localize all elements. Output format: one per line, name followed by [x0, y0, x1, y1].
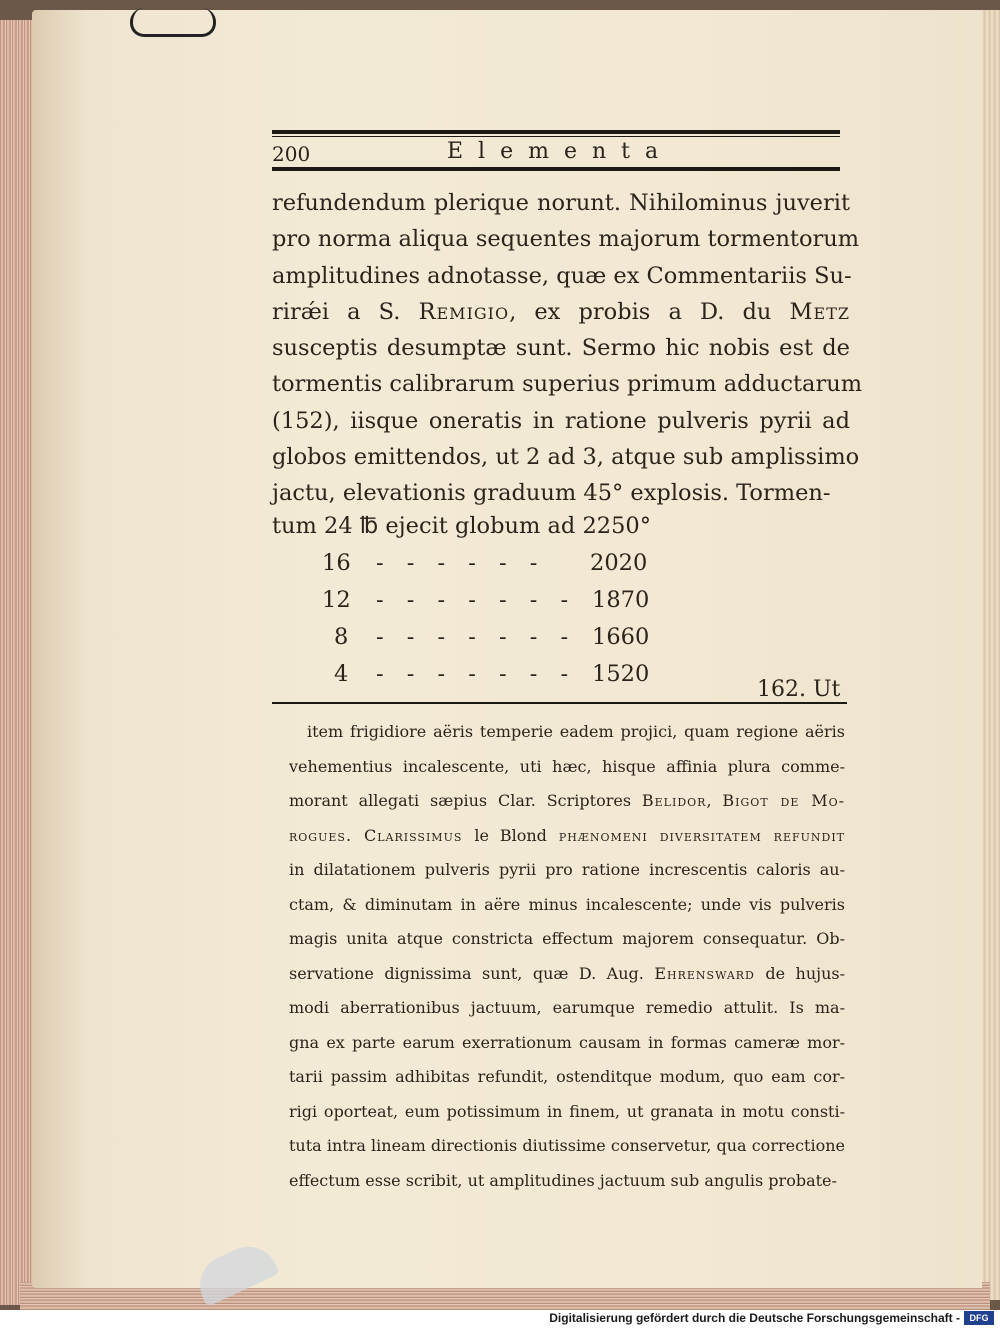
text-segment: le Blond: [474, 825, 547, 845]
footnote-line: [289, 957, 845, 992]
small-caps-name: Belidor: [641, 791, 707, 810]
text-segment: rirǽi a S.: [272, 298, 419, 325]
running-title: Elementa: [447, 139, 674, 164]
header-rule-top: [272, 130, 840, 134]
text-line: susceptis desumptæ sunt. Sermo hic nobis est de: [272, 335, 850, 362]
small-caps-name: Remigio: [418, 298, 510, 325]
text-line: amplitudines adnotasse, quæ ex Commentariis Su-: [272, 262, 852, 289]
table-pounds: 16: [322, 550, 351, 576]
table-leader-dashes: - - - - - - -: [376, 624, 577, 650]
footnote-line: [289, 819, 845, 854]
footnote-line: in dilatationem pulveris pyrii pro ratione increscentis caloris au-: [289, 860, 845, 879]
catchword: 162. Ut: [757, 677, 841, 702]
text-line: globos emittendos, ut 2 ad 3, atque sub amplissimo: [272, 444, 860, 471]
table-distance: 1520: [592, 661, 650, 687]
text-line: jactu, elevationis graduum 45° explosis. Tormen-: [272, 480, 831, 507]
table-pounds: 8: [334, 624, 349, 650]
footnote-line: vehementius incalescente, uti hæc, hisque affinia plura comme-: [289, 756, 845, 776]
footnote-line: [289, 784, 845, 819]
footnote-line: rigi oporteat, eum potissimum in finem, ut granata in motu consti-: [289, 1101, 845, 1121]
table-intro: tum 24 ℔ ejecit globum ad 2250°: [272, 513, 651, 539]
credit-text: Digitalisierung gefördert durch die Deutsche Forschungsgemeinschaft -: [549, 1311, 960, 1325]
footnote: [289, 715, 845, 1198]
footnote-line: tarii passim adhibitas refundit, ostenditque modum, quo eam cor-: [289, 1067, 845, 1086]
table-pounds: 12: [322, 587, 351, 613]
table-distance: 1870: [592, 587, 650, 613]
small-caps-name: Ehrensward: [654, 963, 755, 983]
header-rule-top-thin: [272, 136, 840, 137]
table-row: [272, 582, 672, 619]
text-segment: , ex probis a D. du: [509, 298, 790, 325]
table-row: [272, 656, 672, 693]
page-number: 200: [272, 142, 311, 166]
small-caps-name: Metz: [789, 298, 850, 325]
small-caps-name: phænomeni diversitatem refundit: [546, 825, 846, 845]
text-segment: de hujus-: [754, 963, 846, 983]
small-caps-name: . Clarissimus: [345, 825, 475, 845]
text-segment: servatione dignissima sunt, quæ D. Aug.: [289, 963, 655, 983]
footnote-line: magis unita atque constricta effectum majorem consequatur. Ob-: [289, 929, 845, 948]
table-pounds: 4: [334, 661, 349, 687]
footnote-line: tuta intra lineam directionis diutissime conservetur, qua correctione: [289, 1136, 845, 1155]
footnote-line: ctam, & diminutam in aëre minus incalescente; unde vis pulveris: [289, 894, 845, 914]
table-leader-dashes: - - - - - -: [376, 550, 546, 576]
table-leader-dashes: - - - - - - -: [376, 661, 577, 687]
page-clip: [130, 8, 216, 37]
table-leader-dashes: - - - - - - -: [376, 587, 577, 613]
table-distance: 1660: [592, 624, 650, 650]
table-distance: 2020: [590, 550, 648, 576]
table-row: [272, 619, 672, 656]
text-segment: rogues: [289, 825, 346, 845]
text-line: refundendum plerique norunt. Nihilominus juverit: [272, 190, 850, 216]
footnote-line: effectum esse scribit, ut amplitudines jactuum sub angulis probate-: [289, 1170, 837, 1190]
text-segment: ,: [706, 791, 723, 810]
text-line: (152), iisque oneratis in ratione pulveris pyrii ad: [272, 407, 850, 434]
text-line: [272, 294, 850, 330]
table-row: [272, 545, 672, 582]
dfg-logo: DFG: [964, 1311, 994, 1325]
text-line: tormentis calibrarum superius primum adductarum: [272, 371, 863, 398]
footnote-line: gna ex parte earum exerrationum causam in formas cameræ mor-: [289, 1032, 845, 1052]
footnote-line: modi aberrationibus jactuum, earumque remedio attulit. Is ma-: [289, 998, 845, 1017]
header-rule-bottom: [272, 167, 840, 171]
small-caps-name: Bigot de Mo-: [722, 791, 846, 810]
main-text: [272, 185, 863, 512]
footnote-line: item frigidiore aëris temperie eadem projici, quam regione aëris: [307, 722, 845, 741]
text-segment: morant allegati sæpius Clar. Scriptores: [289, 791, 642, 810]
footnote-rule: [272, 702, 847, 704]
text-line: pro norma aliqua sequentes majorum tormentorum: [272, 226, 860, 253]
range-table: [272, 508, 672, 693]
